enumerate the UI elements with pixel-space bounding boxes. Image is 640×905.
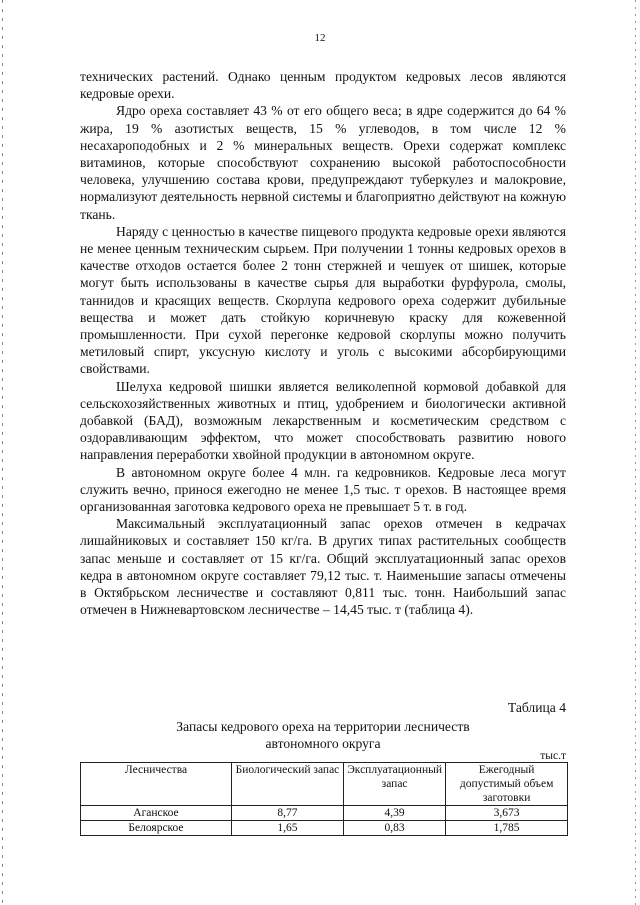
table-number: Таблица 4 bbox=[507, 700, 566, 715]
table-title-line-2: автономного округа bbox=[265, 736, 381, 751]
nut-stock-table bbox=[80, 762, 568, 836]
document-body bbox=[80, 68, 566, 619]
table-cell: 3,673 bbox=[446, 806, 568, 821]
header-biological-stock: Биологический запас bbox=[231, 763, 343, 806]
table-cell: 8,77 bbox=[231, 806, 343, 821]
table-row bbox=[81, 806, 568, 821]
table-row bbox=[81, 821, 568, 836]
paragraph-6: Максимальный эксплуатационный запас орехов отмечен в кедрачах лишайниковых и составляет 150 кг/га. В других типах растительных сообществ запас меньше и составляет от 15 кг/га. Общий эксплуатационный запас орехов кедра в автономном округе составляет 79,12 тыс. т. Наименьшие запасы отмечены в Октябрьском лесничестве и составляют 0,811 тыс. тонн. Наибольший запас отмечен в Нижневартовском лесничестве – 14,45 тыс. т (таблица 4). bbox=[80, 516, 566, 618]
table-cell: 1,785 bbox=[446, 821, 568, 836]
paragraph-3: Наряду с ценностью в качестве пищевого продукта кедровые орехи являются не менее ценным техническим сырьем. При получении 1 тонны кедровых орехов в качестве отходов остается более 2 тонн стержней и чешуек от шишек, которые могут быть использованы в качестве сырья для выработки фурфурола, смолы, таннидов и красящих веществ. Скорлупа кедрового ореха содержит дубильные вещества и может дать стойкую коричневую краску для кожевенной промышленности. При сухой перегонке кедровой скорлупы можно получить метиловый спирт, уксусную кислоту и уголь с высокими абсорбирующими свойствами. bbox=[80, 223, 566, 377]
scan-edge-right bbox=[635, 0, 636, 905]
table-title bbox=[80, 718, 566, 752]
scan-edge-left bbox=[2, 0, 3, 905]
paragraph-4: Шелуха кедровой шишки является великолепной кормовой добавкой для сельскохозяйственных животных и птиц, удобрением и биологически активной добавкой (БАД), возможным лекарственным и косметическим средством с оздоравливающим эффектом, что может способствовать развитию нового направления переработки хвойной продукции в автономном округе. bbox=[80, 378, 566, 463]
table-cell: Белоярское bbox=[81, 821, 232, 836]
table-cell: 1,65 bbox=[231, 821, 343, 836]
paragraph-1: технических растений. Однако ценным продуктом кедровых лесов являются кедровые орехи. bbox=[80, 69, 566, 102]
page-number: 12 bbox=[314, 32, 326, 44]
header-exploitation-stock: Эксплуатационный запас bbox=[343, 763, 445, 806]
table-title-line-1: Запасы кедрового ореха на территории лесничеств bbox=[176, 719, 470, 734]
paragraph-5: В автономном округе более 4 млн. га кедровников. Кедровые леса могут служить вечно, принося ежегодно не менее 1,5 тыс. т орехов. В настоящее время организованная заготовка кедрового ореха не превышает 5 т. в год. bbox=[80, 464, 566, 515]
table-cell: 4,39 bbox=[343, 806, 445, 821]
table-header-row bbox=[81, 763, 568, 806]
header-forestry: Лесничества bbox=[81, 763, 232, 806]
table-cell: 0,83 bbox=[343, 821, 445, 836]
paragraph-2: Ядро ореха составляет 43 % от его общего веса; в ядре содержится до 64 % жира, 19 % азотистых веществ, 15 % углеводов, в том числе 12 % несахароподобных и 2 % минеральных веществ. Орехи содержат комплекс витаминов, которые способствуют сохранению высокой работоспособности человека, улучшению состава крови, предупреждают туберкулез и малокровие, нормализуют деятельность нервной системы и благоприятно действуют на кожную ткань. bbox=[80, 103, 566, 222]
table-units: тыс.т bbox=[540, 750, 566, 762]
table-cell: Аганское bbox=[81, 806, 232, 821]
header-annual-volume: Ежегодный допустимый объем заготовки bbox=[446, 763, 568, 806]
